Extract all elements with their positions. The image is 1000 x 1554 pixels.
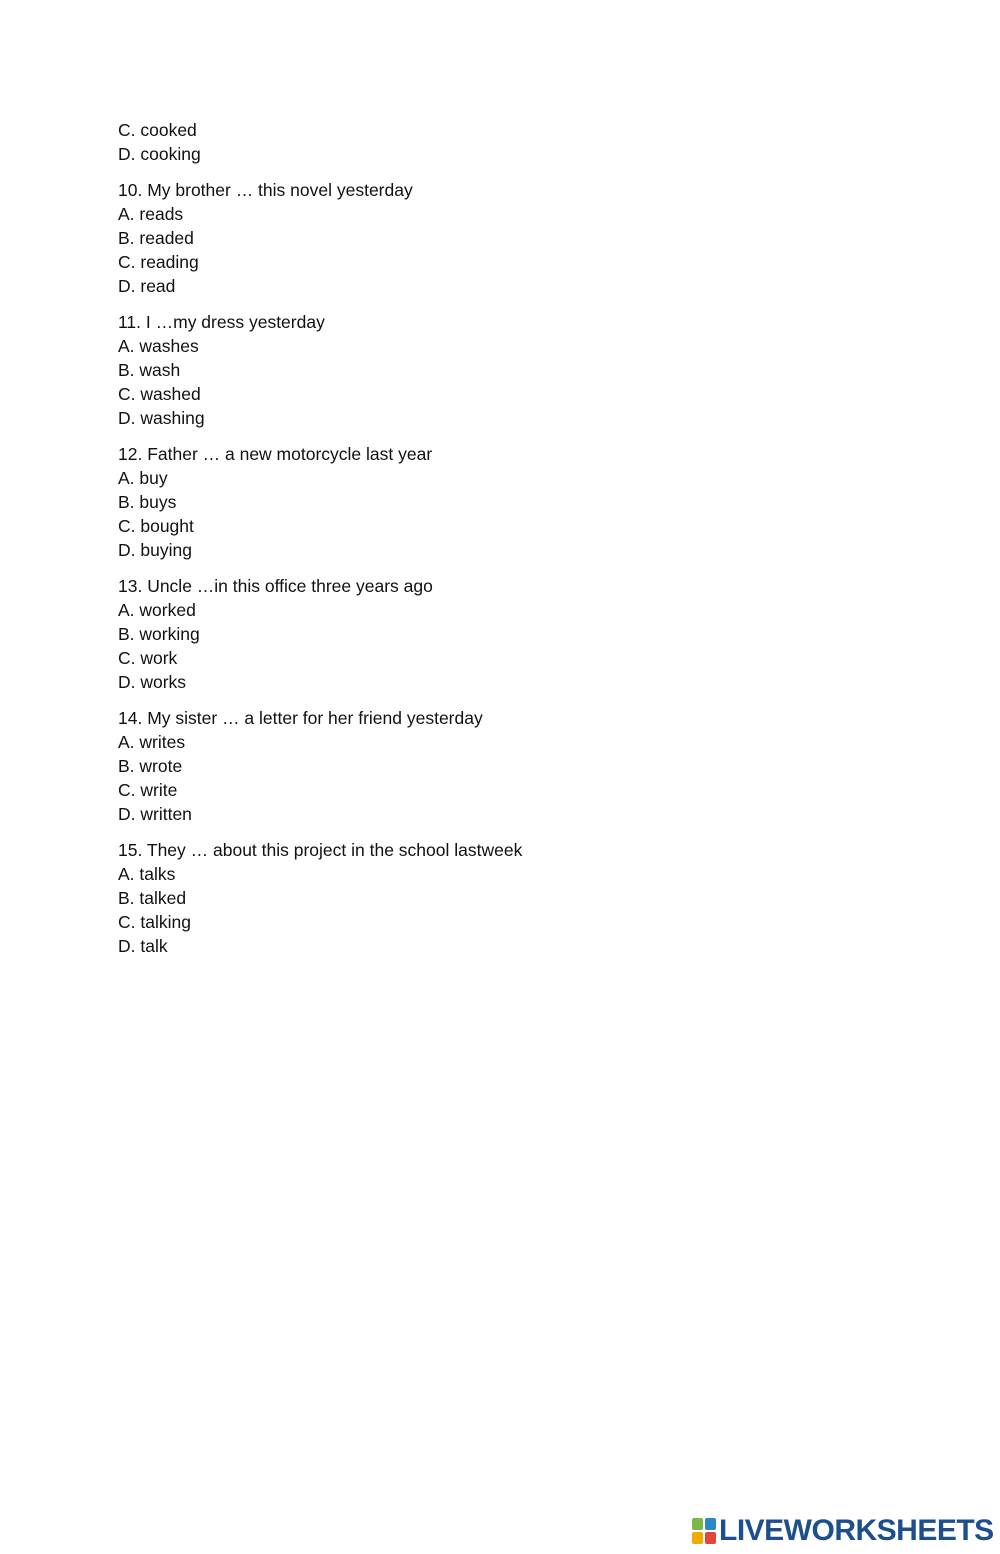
option: B. buys [118,492,177,512]
question-text: 12. Father … a new motorcycle last year [118,444,433,464]
liveworksheets-logo-icon [692,1518,716,1544]
option: C. reading [118,252,199,272]
question-text: 10. My brother … this novel yesterday [118,180,413,200]
question-text: 15. They … about this project in the school lastweek [118,840,523,860]
liveworksheets-logo [692,1514,994,1548]
option: A. worked [118,600,196,620]
question-13 [118,574,918,694]
option: D. cooking [118,144,201,164]
question-fragment [118,118,918,166]
option: C. write [118,780,178,800]
question-11 [118,310,918,430]
logo-text: LIVEWORKSHEETS [719,1514,994,1547]
option: B. talked [118,888,187,908]
worksheet-content [118,118,918,970]
logo-tile-icon [692,1532,703,1544]
question-text: 14. My sister … a letter for her friend yesterday [118,708,483,728]
option: D. read [118,276,176,296]
option: B. readed [118,228,194,248]
question-15 [118,838,918,958]
option: A. buy [118,468,168,488]
option: C. talking [118,912,191,932]
option: C. bought [118,516,194,536]
logo-tile-icon [705,1518,716,1530]
option: C. washed [118,384,201,404]
option: D. works [118,672,187,692]
option: A. washes [118,336,199,356]
option: C. work [118,648,178,668]
logo-tile-icon [692,1518,703,1530]
option: B. wrote [118,756,183,776]
question-text: 11. I …my dress yesterday [118,312,325,332]
option: A. writes [118,732,186,752]
option: D. written [118,804,192,824]
logo-tile-icon [705,1532,716,1544]
option: D. washing [118,408,205,428]
question-text: 13. Uncle …in this office three years ago [118,576,433,596]
option: A. talks [118,864,176,884]
option: D. talk [118,936,168,956]
option: B. working [118,624,200,644]
option: C. cooked [118,120,197,140]
option: B. wash [118,360,181,380]
question-10 [118,178,918,298]
question-14 [118,706,918,826]
option: A. reads [118,204,184,224]
option: D. buying [118,540,192,560]
question-12 [118,442,918,562]
